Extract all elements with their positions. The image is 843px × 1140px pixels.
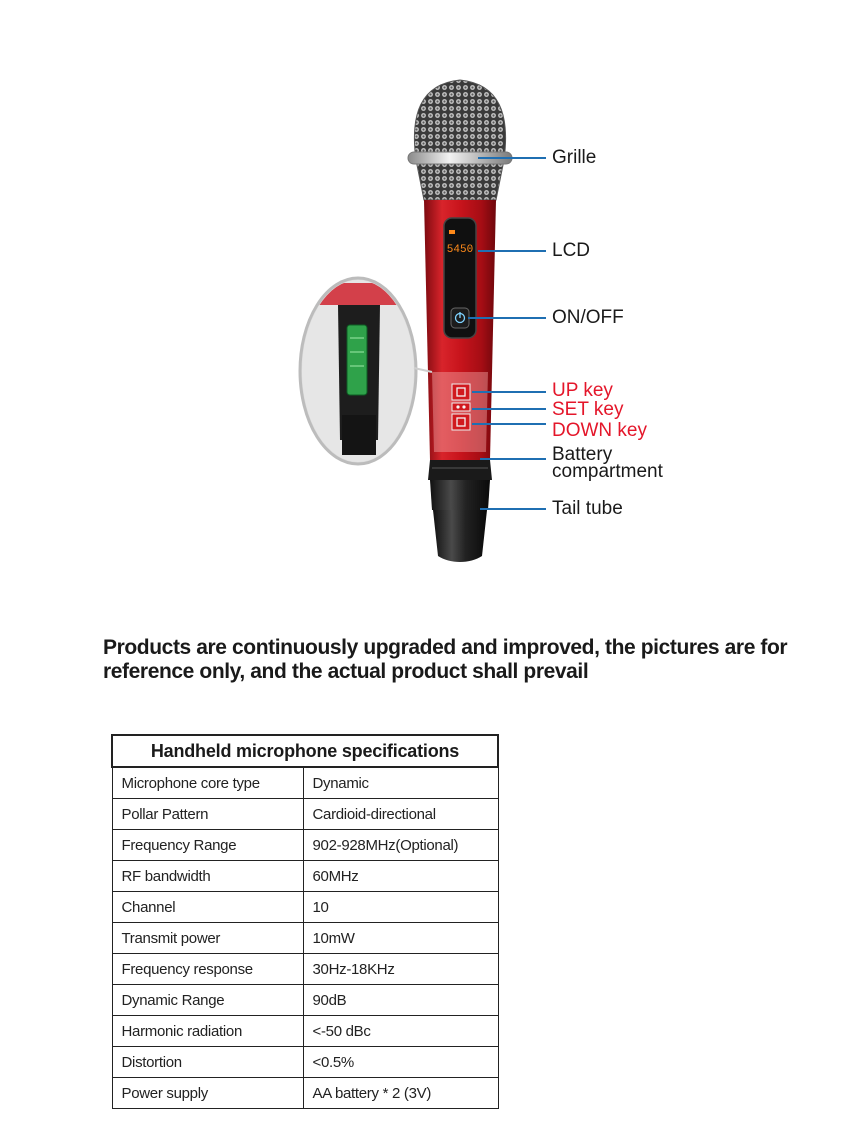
table-row bbox=[112, 923, 498, 954]
callout-tail-tube: Tail tube bbox=[552, 498, 623, 519]
spec-value: AA battery * 2 (3V) bbox=[303, 1078, 498, 1109]
disclaimer-notice: Products are continuously upgraded and improved, the pictures are for reference only, and the actual product shall prevail bbox=[103, 636, 788, 683]
microphone-body bbox=[424, 200, 496, 460]
spec-value: 10 bbox=[303, 892, 498, 923]
callout-on-off: ON/OFF bbox=[552, 307, 624, 328]
spec-label: Power supply bbox=[112, 1078, 303, 1109]
table-row bbox=[112, 830, 498, 861]
spec-table bbox=[111, 734, 499, 1109]
spec-value: 90dB bbox=[303, 985, 498, 1016]
callout-battery-line2: compartment bbox=[552, 461, 663, 482]
table-row bbox=[112, 954, 498, 985]
spec-label: RF bandwidth bbox=[112, 861, 303, 892]
spec-value: <0.5% bbox=[303, 1047, 498, 1078]
callout-grille: Grille bbox=[552, 147, 597, 168]
callout-lcd: LCD bbox=[552, 240, 591, 261]
callout-battery-line1: Battery bbox=[552, 444, 613, 465]
table-row bbox=[112, 1047, 498, 1078]
spec-value: 10mW bbox=[303, 923, 498, 954]
callout-set-key: SET key bbox=[552, 399, 624, 420]
callout-down-key: DOWN key bbox=[552, 420, 647, 441]
table-row bbox=[112, 799, 498, 830]
spec-value: 902-928MHz(Optional) bbox=[303, 830, 498, 861]
key-buttons bbox=[452, 384, 470, 430]
spec-value: Dynamic bbox=[303, 767, 498, 799]
spec-value: <-50 dBc bbox=[303, 1016, 498, 1047]
spec-value: 30Hz-18KHz bbox=[303, 954, 498, 985]
spec-label: Transmit power bbox=[112, 923, 303, 954]
table-row bbox=[112, 892, 498, 923]
spec-label: Frequency Range bbox=[112, 830, 303, 861]
power-button bbox=[451, 308, 469, 328]
battery-inset bbox=[300, 278, 432, 468]
spec-label: Dynamic Range bbox=[112, 985, 303, 1016]
table-row bbox=[112, 767, 498, 799]
spec-label: Harmonic radiation bbox=[112, 1016, 303, 1047]
lcd-readout: 5450 bbox=[446, 244, 474, 256]
spec-label: Frequency response bbox=[112, 954, 303, 985]
table-row bbox=[112, 861, 498, 892]
tail-tube-part bbox=[428, 460, 492, 562]
spec-table-title: Handheld microphone specifications bbox=[112, 735, 498, 767]
spec-value: Cardioid-directional bbox=[303, 799, 498, 830]
spec-label: Pollar Pattern bbox=[112, 799, 303, 830]
spec-label: Channel bbox=[112, 892, 303, 923]
table-row bbox=[112, 1016, 498, 1047]
callout-up-key: UP key bbox=[552, 380, 613, 401]
spec-label: Distortion bbox=[112, 1047, 303, 1078]
table-row bbox=[112, 1078, 498, 1109]
grille-head bbox=[408, 80, 512, 200]
table-row bbox=[112, 985, 498, 1016]
spec-value: 60MHz bbox=[303, 861, 498, 892]
spec-label: Microphone core type bbox=[112, 767, 303, 799]
